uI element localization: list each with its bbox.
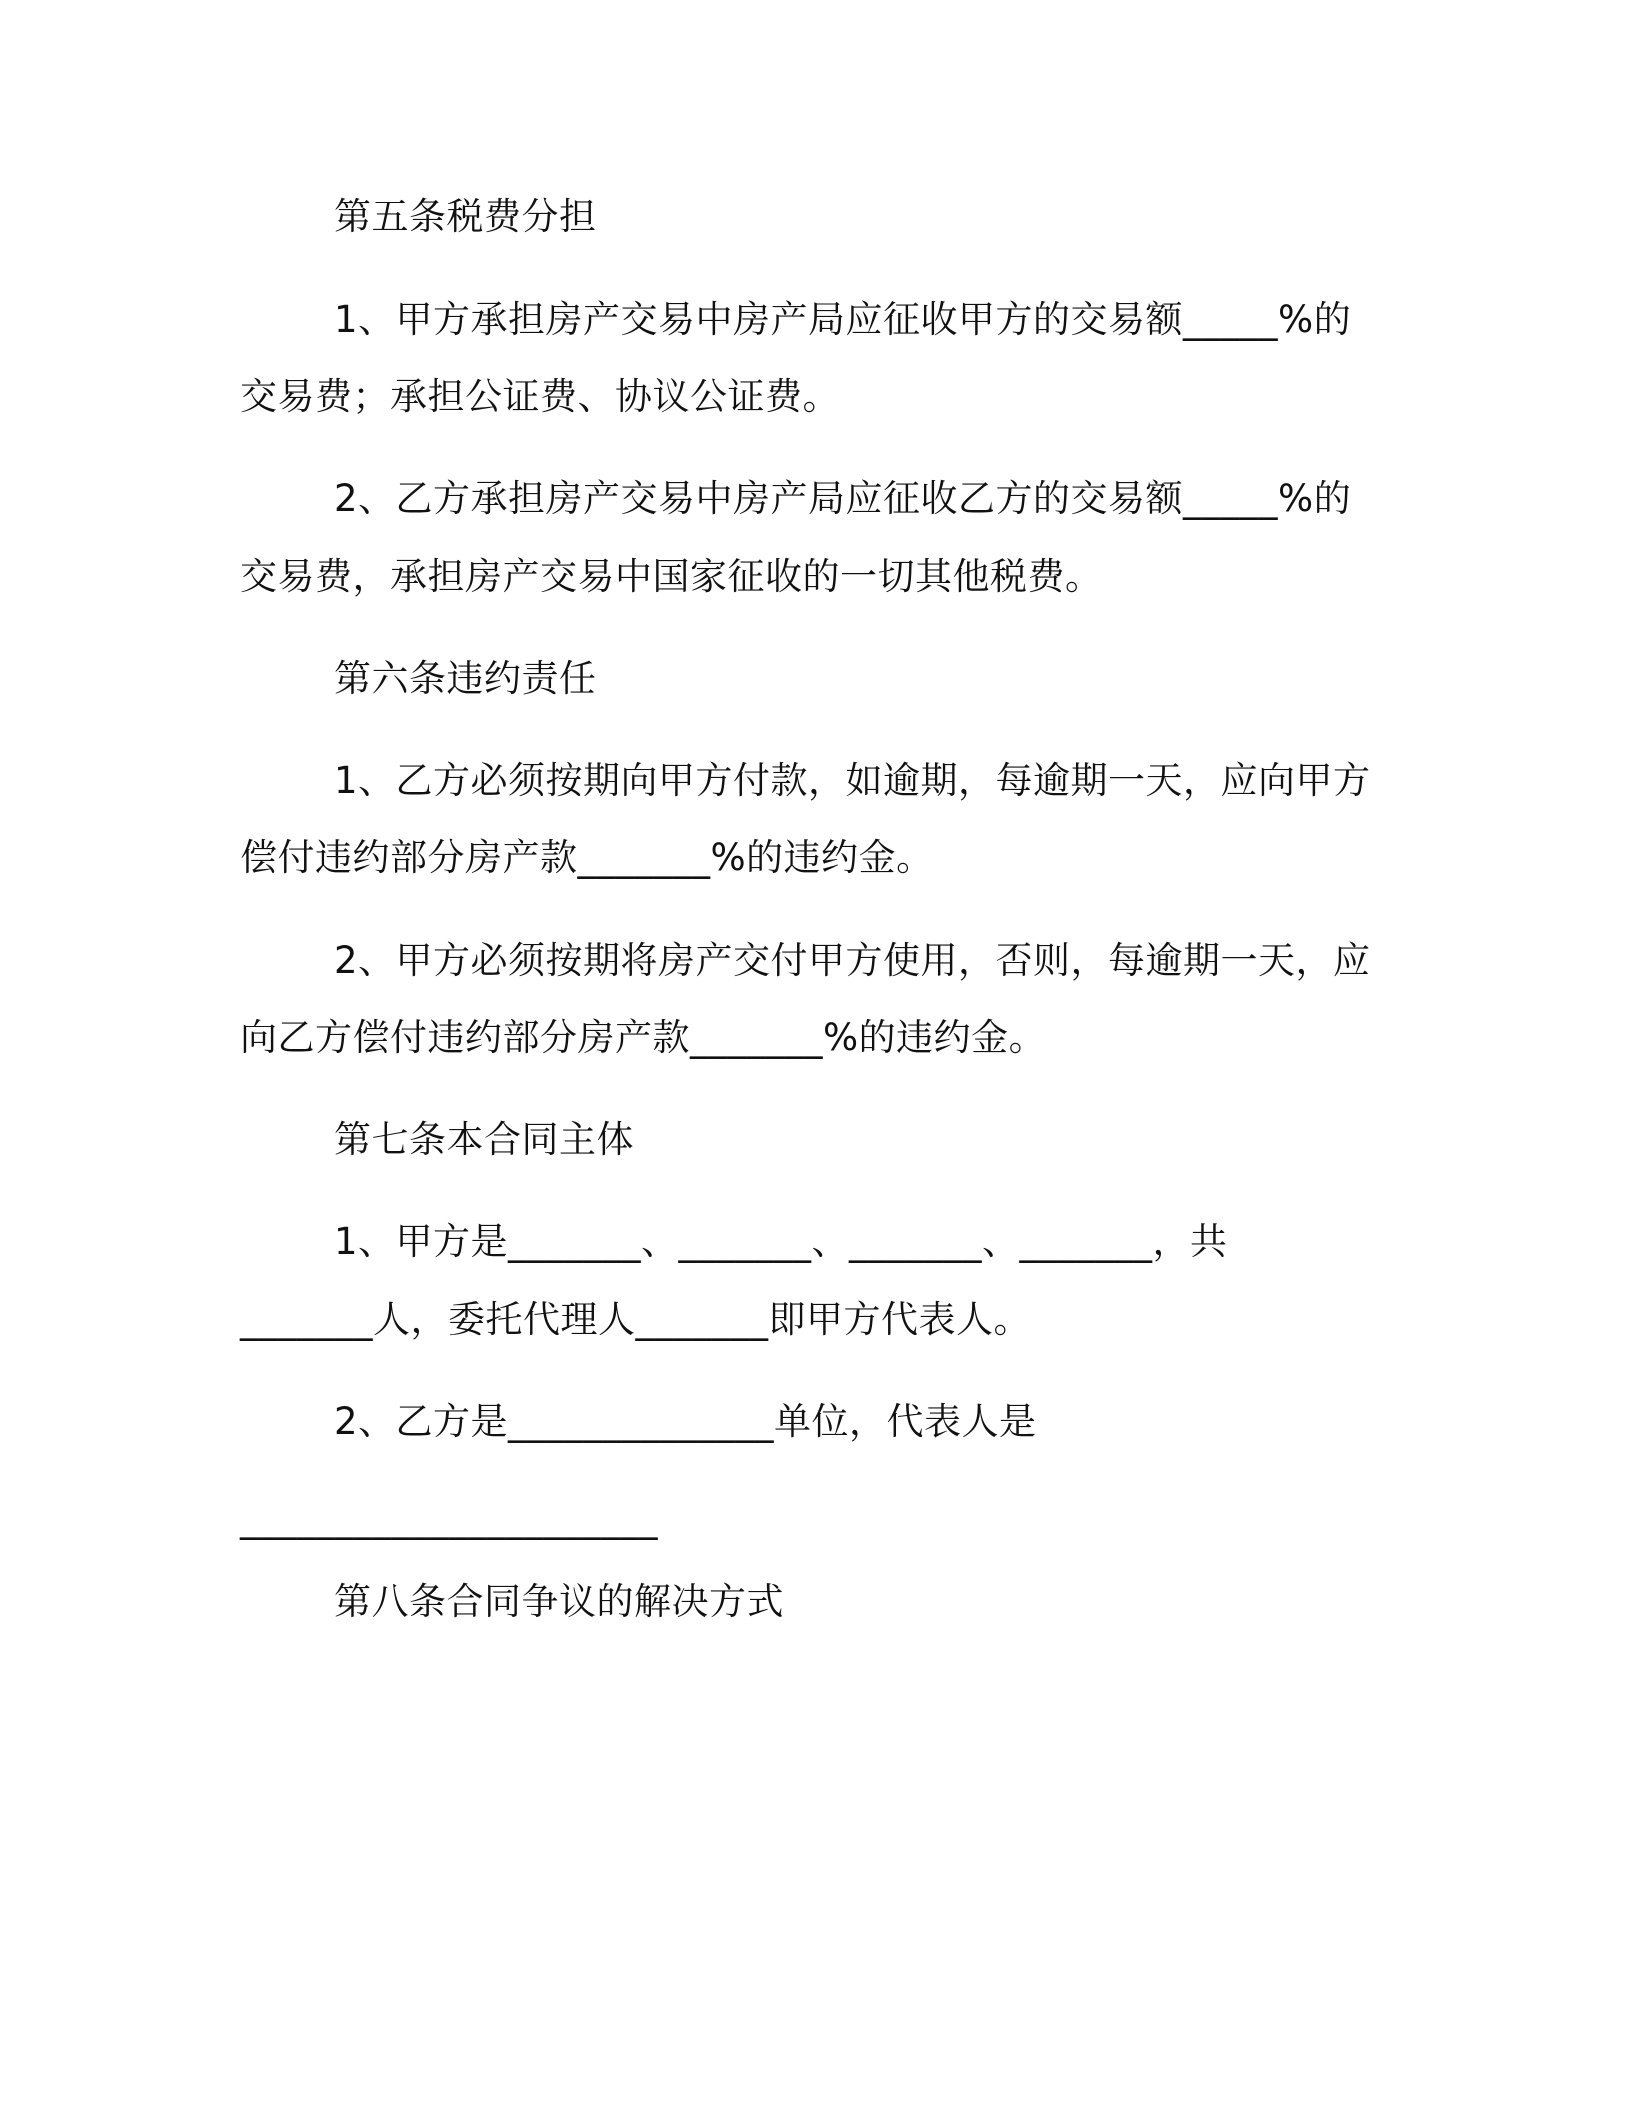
article-5-item-1-line-1: 1、甲方承担房产交易中房产局应征收甲方的交易额_____%的 [334,298,1352,341]
article-5-heading: 第五条税费分担 [334,195,597,238]
article-5-item-2-line-1: 2、乙方承担房产交易中房产局应征收乙方的交易额_____%的 [334,477,1352,520]
article-8-heading: 第八条合同争议的解决方式 [334,1580,784,1623]
article-6-heading: 第六条违约责任 [334,657,597,700]
article-6-item-1-line-2: 偿付违约部分房产款_______%的违约金。 [240,836,934,879]
article-6-item-2-line-1: 2、甲方必须按期将房产交付甲方使用，否则，每逾期一天，应 [334,939,1371,982]
article-7-item-2-line-2: ______________________ [240,1497,658,1540]
article-5-item-2-line-2: 交易费，承担房产交易中国家征收的一切其他税费。 [240,555,1103,598]
article-7-item-2-line-1: 2、乙方是______________单位，代表人是 [334,1400,1037,1443]
article-6-item-2-line-2: 向乙方偿付违约部分房产款_______%的违约金。 [240,1016,1047,1059]
article-6-item-1-line-1: 1、乙方必须按期向甲方付款，如逾期，每逾期一天，应向甲方 [334,759,1371,802]
article-7-item-1-line-1: 1、甲方是_______、_______、_______、_______，共 [334,1220,1228,1263]
article-5-item-1-line-2: 交易费；承担公证费、协议公证费。 [240,375,840,418]
article-7-heading: 第七条本合同主体 [334,1118,634,1161]
article-7-item-1-line-2: _______人，委托代理人_______即甲方代表人。 [240,1298,1031,1341]
